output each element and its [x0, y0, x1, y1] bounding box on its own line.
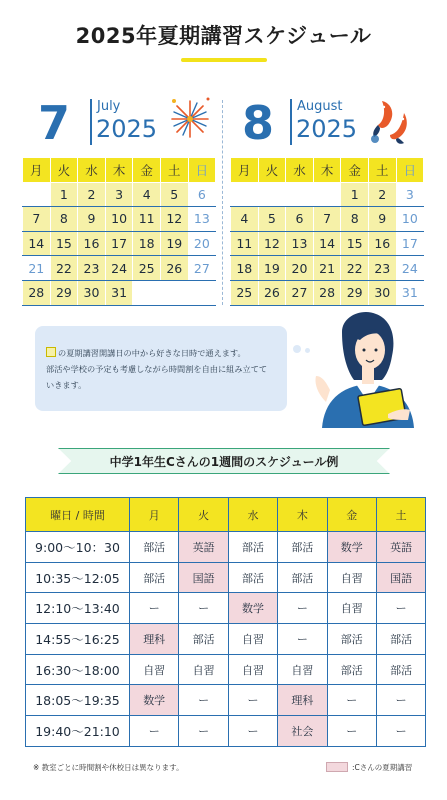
schedule-time-cell: 18:05〜19:35 [26, 685, 130, 716]
schedule-cell: 自習 [327, 562, 376, 593]
schedule-cell: 英語 [179, 532, 228, 563]
schedule-time-cell: 9:00〜10：30 [26, 532, 130, 563]
august-day: 15 [341, 231, 369, 256]
table-row [26, 562, 426, 593]
july-day: 26 [160, 256, 188, 281]
july-day: 4 [133, 182, 161, 207]
july-day: 12 [160, 207, 188, 232]
august-day: 14 [313, 231, 341, 256]
july-day: 25 [133, 256, 161, 281]
schedule-time-cell: 10:35〜12:05 [26, 562, 130, 593]
schedule-header-day: 火 [179, 498, 228, 532]
july-day: 20 [188, 231, 216, 256]
august-day: 30 [368, 280, 396, 305]
table-row [26, 685, 426, 716]
august-weekday: 火 [258, 158, 286, 183]
august-day: 19 [258, 256, 286, 281]
august-day: 8 [341, 207, 369, 232]
schedule-cell: 数学 [327, 532, 376, 563]
schedule-cell: ー [278, 593, 327, 624]
july-calendar [22, 157, 216, 306]
schedule-cell: 自習 [278, 654, 327, 685]
july-weekday: 金 [133, 158, 161, 183]
july-day: 22 [50, 256, 78, 281]
schedule-cell: 国語 [179, 562, 228, 593]
schedule-cell: ー [327, 685, 376, 716]
july-day: 5 [160, 182, 188, 207]
legend-yellow-square [46, 347, 56, 357]
august-day: 22 [341, 256, 369, 281]
august-day: 26 [258, 280, 286, 305]
schedule-cell: ー [228, 685, 277, 716]
schedule-cell: 部活 [278, 532, 327, 563]
august-day: 21 [313, 256, 341, 281]
august-weekday: 日 [396, 158, 424, 183]
bubble-dot [305, 348, 310, 353]
schedule-cell: 国語 [376, 562, 425, 593]
schedule-cell: 数学 [130, 685, 179, 716]
schedule-time-cell: 19:40〜21:10 [26, 716, 130, 747]
july-weekday: 月 [23, 158, 51, 183]
july-day: 6 [188, 182, 216, 207]
july-day [23, 182, 51, 207]
august-day [286, 182, 314, 207]
august-calendar [230, 157, 424, 306]
july-day: 18 [133, 231, 161, 256]
schedule-time-cell: 12:10〜13:40 [26, 593, 130, 624]
august-day [258, 182, 286, 207]
july-day: 13 [188, 207, 216, 232]
july-day: 23 [78, 256, 106, 281]
august-day: 1 [341, 182, 369, 207]
bubble-text [46, 345, 286, 393]
july-day: 1 [50, 182, 78, 207]
july-weekday: 日 [188, 158, 216, 183]
july-day: 16 [78, 231, 106, 256]
schedule-cell: ー [179, 593, 228, 624]
august-day: 27 [286, 280, 314, 305]
august-day: 25 [231, 280, 259, 305]
schedule-cell: ー [179, 685, 228, 716]
schedule-cell: 社会 [278, 716, 327, 747]
schedule-cell: 自習 [179, 654, 228, 685]
august-day: 6 [286, 207, 314, 232]
august-day: 24 [396, 256, 424, 281]
schedule-cell: 理科 [278, 685, 327, 716]
july-weekday: 土 [160, 158, 188, 183]
august-day: 20 [286, 256, 314, 281]
table-row [26, 593, 426, 624]
july-day: 15 [50, 231, 78, 256]
august-weekday: 土 [368, 158, 396, 183]
august-day: 10 [396, 207, 424, 232]
august-day: 12 [258, 231, 286, 256]
august-day: 2 [368, 182, 396, 207]
july-day: 31 [105, 280, 133, 305]
august-weekday: 金 [341, 158, 369, 183]
july-day: 24 [105, 256, 133, 281]
july-day: 28 [23, 280, 51, 305]
july-day: 14 [23, 231, 51, 256]
schedule-header-time: 曜日 / 時間 [26, 498, 130, 532]
august-year: 2025 [296, 115, 358, 143]
table-row [26, 654, 426, 685]
july-weekday: 水 [78, 158, 106, 183]
august-day: 23 [368, 256, 396, 281]
schedule-time-cell: 16:30〜18:00 [26, 654, 130, 685]
schedule-cell: ー [327, 716, 376, 747]
july-day: 9 [78, 207, 106, 232]
july-day: 3 [105, 182, 133, 207]
july-day: 17 [105, 231, 133, 256]
july-divider [90, 99, 92, 145]
july-day [133, 280, 161, 305]
august-day: 16 [368, 231, 396, 256]
schedule-header-day: 水 [228, 498, 277, 532]
august-day [231, 182, 259, 207]
schedule-cell: 自習 [228, 624, 277, 655]
schedule-cell: ー [278, 624, 327, 655]
fireworks-icon [166, 95, 214, 143]
schedule-banner-text: 中学1年生Cさんの1週間のスケジュール例 [109, 455, 339, 469]
august-divider [290, 99, 292, 145]
schedule-cell: 英語 [376, 532, 425, 563]
august-day: 11 [231, 231, 259, 256]
schedule-cell: 部活 [228, 562, 277, 593]
schedule-header-day: 金 [327, 498, 376, 532]
title-underline [181, 58, 267, 62]
schedule-cell: ー [376, 593, 425, 624]
august-day: 29 [341, 280, 369, 305]
july-day [160, 280, 188, 305]
july-day: 29 [50, 280, 78, 305]
schedule-cell: 部活 [179, 624, 228, 655]
july-day [188, 280, 216, 305]
schedule-cell: 部活 [278, 562, 327, 593]
schedule-cell: 部活 [376, 624, 425, 655]
august-day: 17 [396, 231, 424, 256]
july-name: July [97, 99, 121, 114]
july-weekday: 木 [105, 158, 133, 183]
july-day: 11 [133, 207, 161, 232]
schedule-cell: 部活 [376, 654, 425, 685]
july-day: 8 [50, 207, 78, 232]
bubble-line-2: 部活や学校の予定も考慮しながら時間割を自由に組み立てて [46, 364, 268, 374]
schedule-cell: ー [130, 716, 179, 747]
footnote: ※ 教室ごとに時間割や休校日は異なります。 [33, 763, 184, 772]
weekly-schedule-table [25, 497, 426, 747]
august-day: 13 [286, 231, 314, 256]
teacher-illustration [312, 310, 424, 428]
schedule-cell: 数学 [228, 593, 277, 624]
august-day [313, 182, 341, 207]
july-day: 19 [160, 231, 188, 256]
august-day: 3 [396, 182, 424, 207]
schedule-cell: 自習 [228, 654, 277, 685]
bubble-line-1: の夏期講習開講日の中から好きな日時で通えます。 [58, 348, 246, 358]
schedule-cell: 部活 [130, 562, 179, 593]
august-weekday: 木 [313, 158, 341, 183]
schedule-cell: 部活 [228, 532, 277, 563]
august-day: 31 [396, 280, 424, 305]
august-day: 9 [368, 207, 396, 232]
august-number: 8 [242, 96, 275, 150]
table-row [26, 532, 426, 563]
july-year: 2025 [96, 115, 158, 143]
august-day: 18 [231, 256, 259, 281]
schedule-cell: ー [130, 593, 179, 624]
schedule-cell: 理科 [130, 624, 179, 655]
july-day: 7 [23, 207, 51, 232]
august-day: 28 [313, 280, 341, 305]
august-day: 5 [258, 207, 286, 232]
schedule-cell: 部活 [130, 532, 179, 563]
august-name: August [297, 99, 343, 114]
schedule-cell: 自習 [327, 593, 376, 624]
schedule-header-day: 月 [130, 498, 179, 532]
months-divider [222, 100, 223, 305]
legend-pink-square [326, 762, 348, 772]
schedule-time-cell: 14:55〜16:25 [26, 624, 130, 655]
schedule-header-day: 木 [278, 498, 327, 532]
schedule-cell: 部活 [327, 624, 376, 655]
july-day: 21 [23, 256, 51, 281]
july-day: 10 [105, 207, 133, 232]
page-title: 2025年夏期講習スケジュール [75, 24, 372, 48]
july-day: 27 [188, 256, 216, 281]
july-number: 7 [38, 96, 71, 150]
legend-text: :Cさんの夏期講習 [352, 763, 413, 772]
koi-fish-icon [370, 95, 416, 145]
schedule-cell: ー [376, 716, 425, 747]
august-day: 4 [231, 207, 259, 232]
schedule-header-day: 土 [376, 498, 425, 532]
bubble-dot [293, 345, 301, 353]
table-row [26, 624, 426, 655]
august-weekday: 水 [286, 158, 314, 183]
august-header [242, 95, 422, 155]
july-day: 2 [78, 182, 106, 207]
schedule-cell: 自習 [130, 654, 179, 685]
table-row [26, 716, 426, 747]
july-day: 30 [78, 280, 106, 305]
bubble-line-3: いきます。 [46, 380, 87, 390]
august-weekday: 月 [231, 158, 259, 183]
august-day: 7 [313, 207, 341, 232]
schedule-cell: ー [376, 685, 425, 716]
july-header [38, 95, 218, 155]
schedule-cell: ー [228, 716, 277, 747]
schedule-cell: ー [179, 716, 228, 747]
schedule-cell: 部活 [327, 654, 376, 685]
july-weekday: 火 [50, 158, 78, 183]
